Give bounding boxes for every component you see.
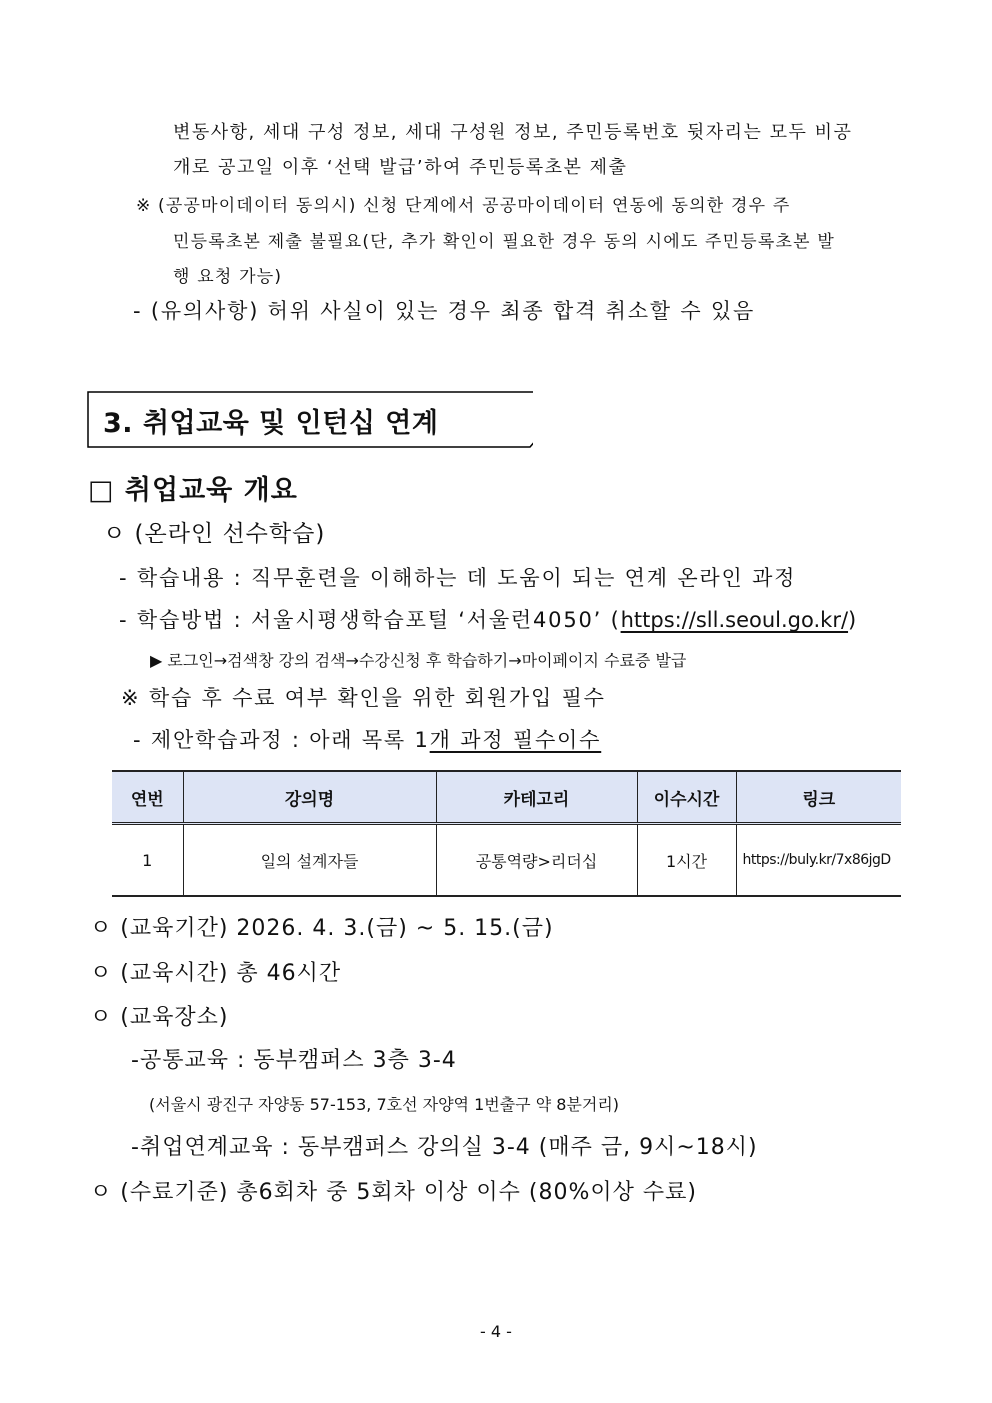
header-hours: 이수시간 <box>637 771 736 824</box>
cell-category: 공통역량>리더십 <box>436 824 637 897</box>
cell-hours: 1시간 <box>637 824 736 897</box>
header-lecture: 강의명 <box>183 771 436 824</box>
table-header-row <box>112 771 901 824</box>
note-line-2: 민등록초본 제출 불필요(단, 추가 확인이 필요한 경우 동의 시에도 주민등록초본 발 <box>173 232 835 252</box>
cell-number: 1 <box>112 824 183 897</box>
cell-lecture: 일의 설계자들 <box>183 824 436 897</box>
header-category: 카테고리 <box>436 771 637 824</box>
caution-line: - (유의사항) 허위 사실이 있는 경우 최종 합격 취소할 수 있음 <box>133 299 756 323</box>
course-table <box>112 770 901 897</box>
note-line-1: ※ (공공마이데이터 동의시) 신청 단계에서 공공마이데이터 연동에 동의한 경우 주 <box>136 196 791 216</box>
table-row <box>112 824 901 897</box>
header-number: 연번 <box>112 771 183 824</box>
section-title-box <box>87 391 531 447</box>
online-method-suffix: ) <box>848 608 859 632</box>
intro-line-2: 개로 공고일 이후 ‘선택 발급’하여 주민등록초본 제출 <box>173 157 628 178</box>
page-number: - 4 - <box>480 1322 512 1341</box>
hours-line: ㅇ (교육시간) 총 46시간 <box>90 961 342 986</box>
online-method-prefix: - 학습방법 : 서울시평생학습포털 ‘서울런4050’ ( <box>119 608 621 632</box>
period-line: ㅇ (교육기간) 2026. 4. 3.(금) ~ 5. 15.(금) <box>90 916 554 941</box>
place-line: ㅇ (교육장소) <box>90 1005 229 1030</box>
course-underlined: 개 과정 필수이수 <box>429 728 602 752</box>
section-subtitle: □ 취업교육 개요 <box>88 475 298 506</box>
online-method <box>119 604 858 634</box>
completion-line: ㅇ (수료기준) 총6회차 중 5회차 이상 이수 (80%이상 수료) <box>90 1180 697 1205</box>
address-line: (서울시 광진구 자양동 57-153, 7호선 자양역 1번출구 약 8분거리) <box>149 1095 620 1114</box>
signup-note: ※ 학습 후 수료 여부 확인을 위한 회원가입 필수 <box>121 686 606 710</box>
note-line-3: 행 요청 가능) <box>173 267 283 287</box>
online-content: - 학습내용 : 직무훈련을 이해하는 데 도움이 되는 연계 온라인 과정 <box>119 566 797 590</box>
online-method-url[interactable]: https://sll.seoul.go.kr/ <box>620 608 849 632</box>
online-heading: ㅇ (온라인 선수학습) <box>103 521 326 547</box>
employment-line: -취업연계교육 : 동부캠퍼스 강의실 3-4 (매주 금, 9시~18시) <box>131 1135 758 1160</box>
section-title: 3. 취업교육 및 인턴십 연계 <box>103 408 439 439</box>
course-line <box>133 724 601 754</box>
intro-line-1: 변동사항, 세대 구성 정보, 세대 구성원 정보, 주민등록번호 뒷자리는 모두 비공 <box>173 122 853 143</box>
header-link: 링크 <box>736 771 901 824</box>
common-line: -공통교육 : 동부캠퍼스 3층 3-4 <box>131 1048 457 1073</box>
cell-link[interactable]: https://buly.kr/7x86jgD <box>736 824 901 897</box>
online-steps: ▶ 로그인→검색창 강의 검색→수강신청 후 학습하기→마이페이지 수료증 발급 <box>150 651 687 670</box>
course-prefix: - 제안학습과정 : 아래 목록 1 <box>133 728 430 752</box>
